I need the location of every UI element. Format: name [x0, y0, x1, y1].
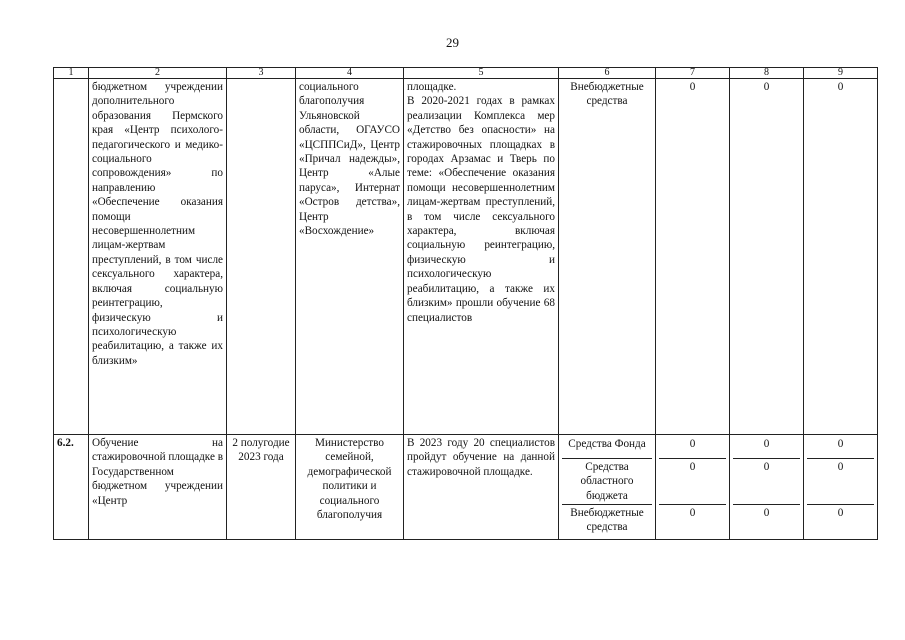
- amount-value: 0: [689, 507, 696, 519]
- document-table: [53, 67, 878, 540]
- event-description-cell: Обучение на стажировочной площадке в Государственном бюджетном учреждении «Центр: [89, 435, 227, 540]
- table-row: [54, 79, 878, 435]
- amount-cell: [730, 435, 804, 540]
- amount-value: 0: [659, 436, 726, 459]
- amount-value: 0: [659, 459, 726, 505]
- column-number: 5: [404, 68, 559, 79]
- amount-value: 0: [733, 459, 800, 505]
- executor-cell: Министерство семейной, демографической политики и социального благополучия: [296, 435, 404, 540]
- column-number: 8: [730, 68, 804, 79]
- page-number: 29: [446, 35, 459, 50]
- deadline-cell: 2 полугодие 2023 года: [227, 435, 296, 540]
- result-cell: В 2023 году 20 специалистов пройдут обучение на данной стажировочной площадке.: [404, 435, 559, 540]
- result-cell: [404, 79, 559, 435]
- amount-value: 0: [837, 507, 844, 519]
- amount-value: 0: [763, 507, 770, 519]
- amount-value: 0: [807, 459, 874, 505]
- column-number-row: [54, 68, 878, 79]
- event-description-cell: бюджетном учреждении дополнительного образования Пермского края «Центр психолого-педагогического и медико-социального сопровождения» по направлению «Обеспечение оказания помощи несовершеннолетним лицам-жертвам преступлений, в том числе сексуального характера, включая социальную реинтеграцию, физическую и психологическую реабилитацию, а также их близким»: [89, 79, 227, 435]
- column-number: 6: [559, 68, 656, 79]
- funding-source: Средства областного бюджета: [562, 459, 652, 505]
- amount-value: 0: [807, 436, 874, 459]
- column-number: 9: [804, 68, 878, 79]
- column-number: 3: [227, 68, 296, 79]
- amount-cell: 0: [656, 79, 730, 435]
- amount-value: 0: [733, 436, 800, 459]
- column-number: 2: [89, 68, 227, 79]
- column-number: 1: [54, 68, 89, 79]
- column-number: 7: [656, 68, 730, 79]
- executor-cell: социального благополучия Ульяновской области, ОГАУСО «ЦСППСиД», Центр «Причал надежды», Центр «Алые паруса», Интернат «Остров детства», Центр «Восхождение»: [296, 79, 404, 435]
- funding-source-cell: Внебюджетные средства: [559, 79, 656, 435]
- column-number: 4: [296, 68, 404, 79]
- table-row: [54, 435, 878, 540]
- result-text: В 2020-2021 годах в рамках реализации Комплекса мер «Детство без опасности» на стажировочных площадках в городах Арзамас и Тверь по теме: «Обеспечение оказания помощи несовершеннолетним лицам-жертвам преступлений, в том числе сексуального характера, включая социальную реинтеграцию, физическую и психологическую реабилитацию, а также их близким» прошли обучение 68 специалистов: [407, 95, 555, 324]
- result-text: площадке.: [407, 81, 457, 93]
- amount-cell: 0: [730, 79, 804, 435]
- funding-source-cell: [559, 435, 656, 540]
- deadline-cell: [227, 79, 296, 435]
- amount-cell: 0: [804, 79, 878, 435]
- funding-source: Средства Фонда: [562, 436, 652, 459]
- amount-cell: [804, 435, 878, 540]
- row-number-cell: [54, 79, 89, 435]
- amount-cell: [656, 435, 730, 540]
- funding-source: Внебюджетные средства: [570, 507, 644, 534]
- row-number-cell: 6.2.: [54, 435, 89, 540]
